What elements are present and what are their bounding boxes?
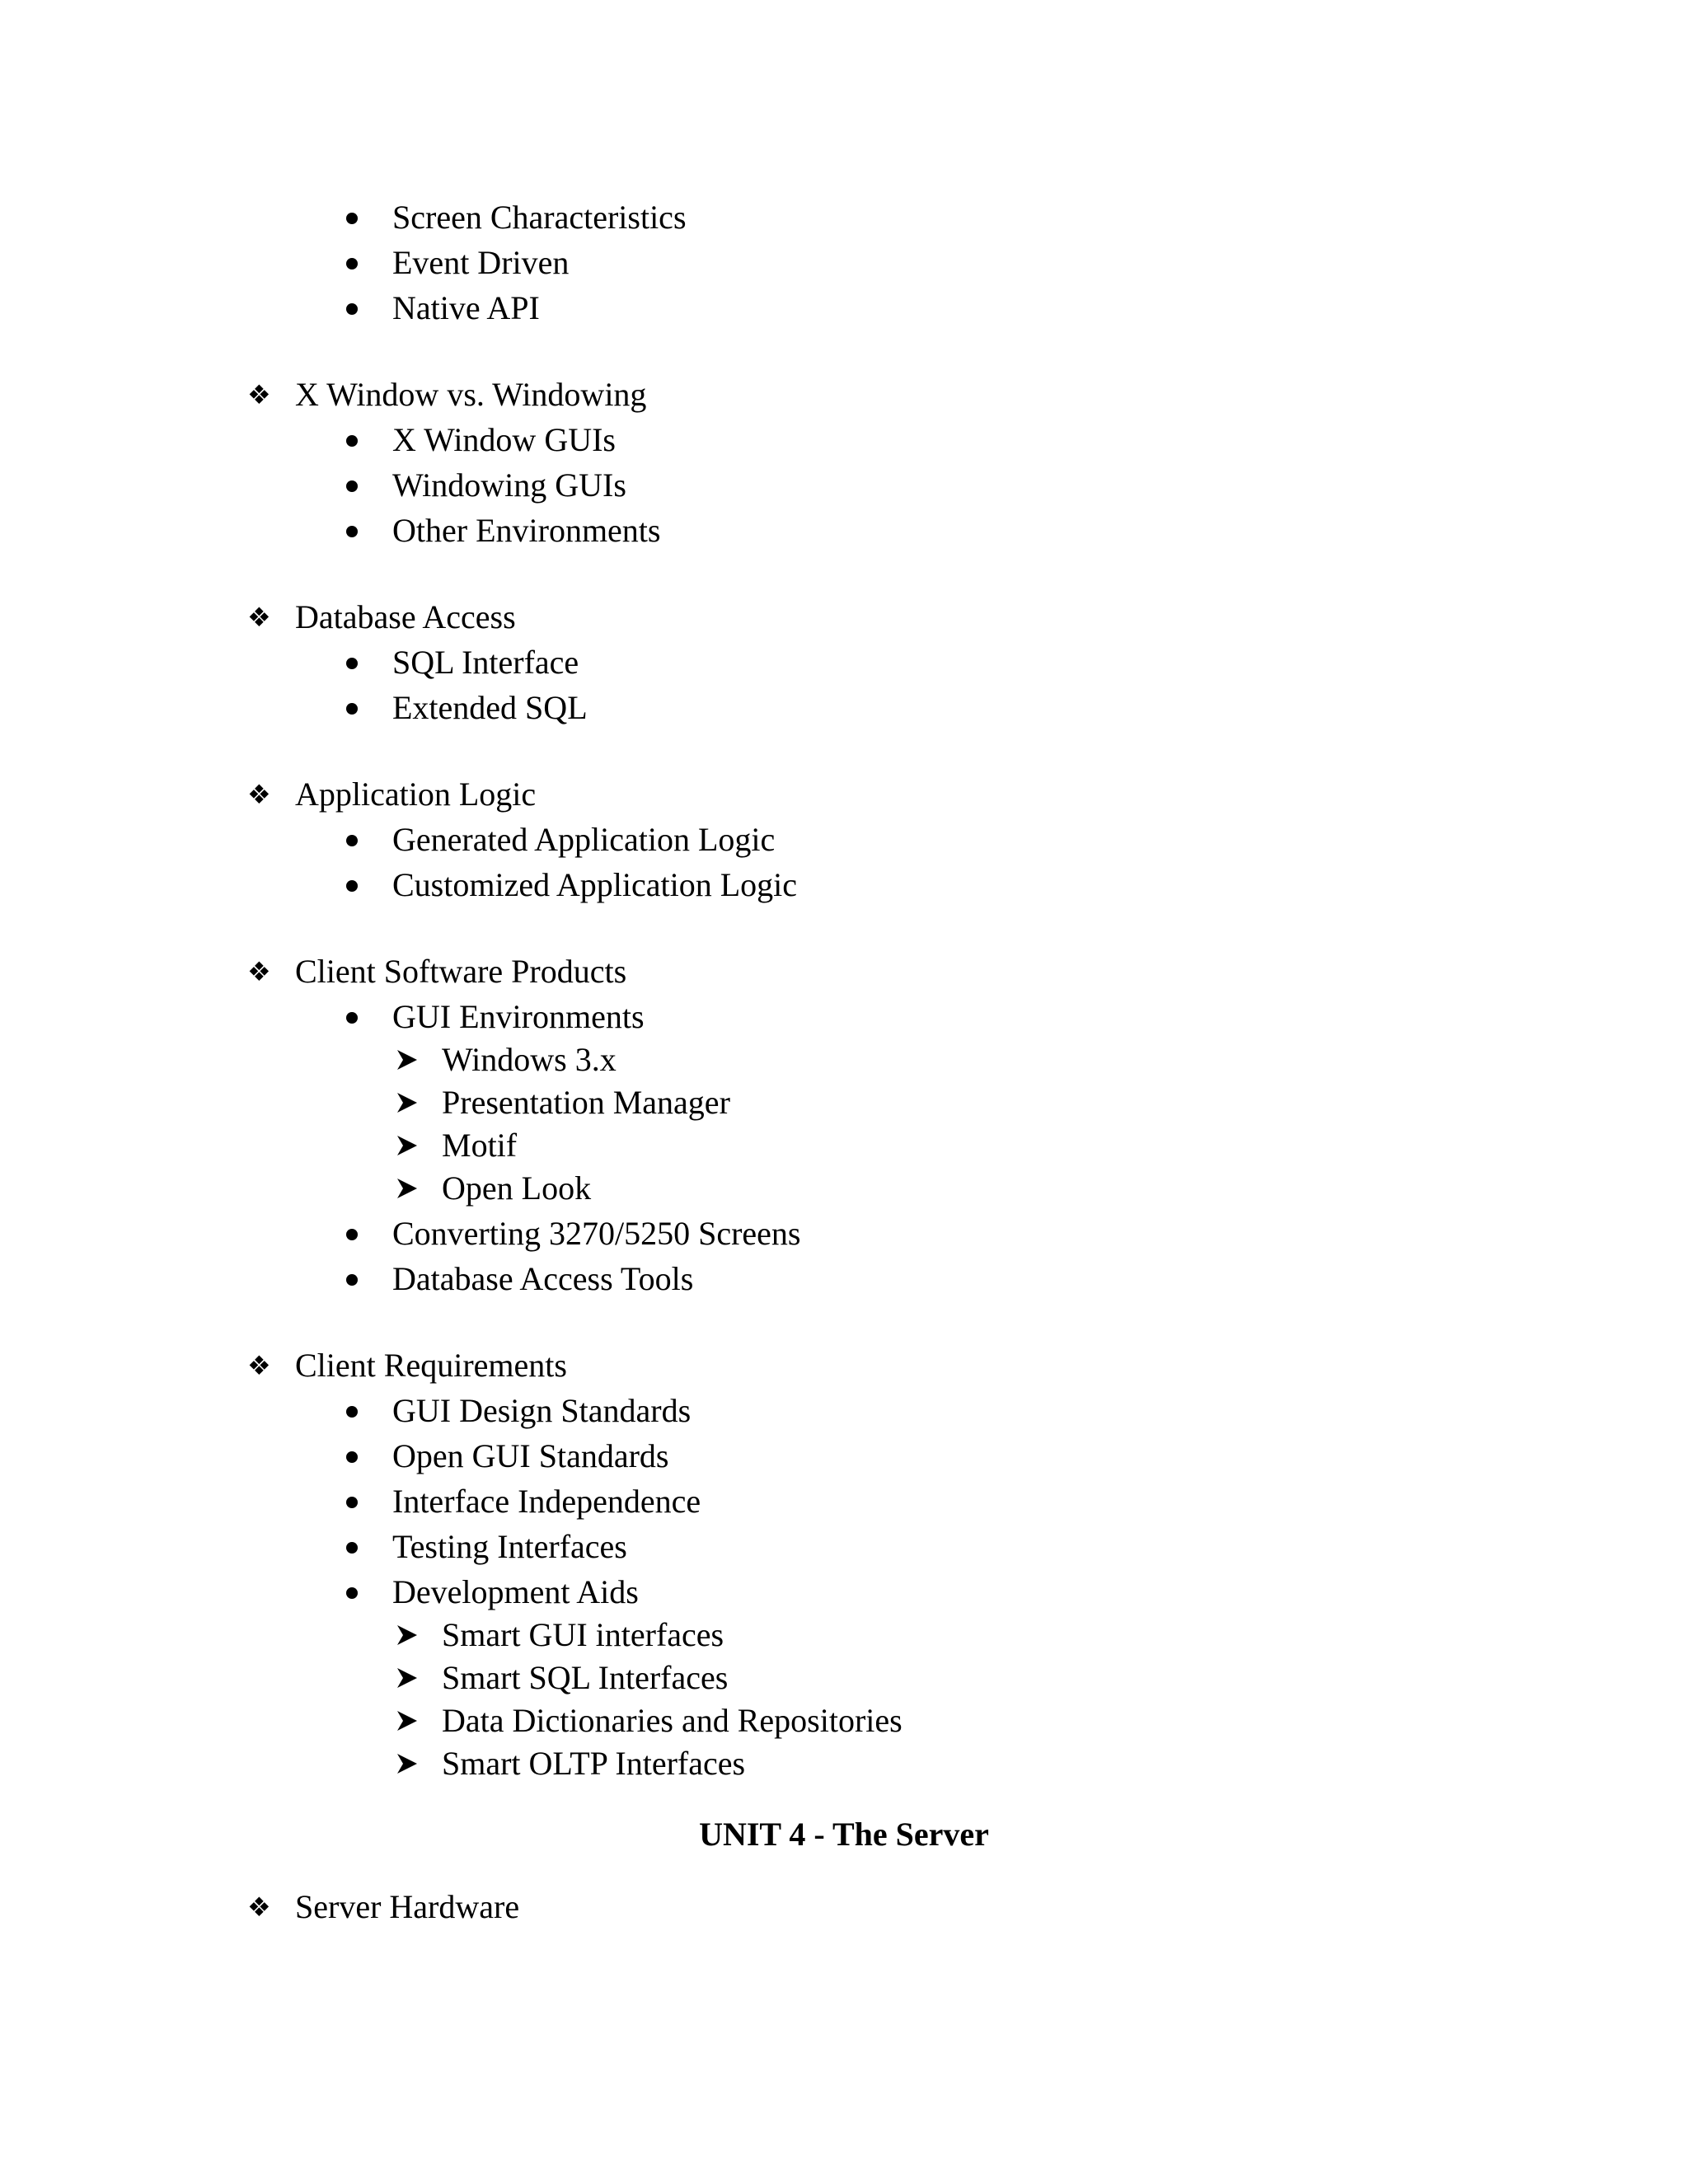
sub-list-item-label: Smart OLTP Interfaces [442, 1745, 746, 1782]
bullet-icon [346, 880, 358, 892]
list-item-label: GUI Design Standards [392, 1392, 692, 1429]
sub-list-item-label: Smart GUI interfaces [442, 1616, 724, 1653]
bullet-icon [346, 480, 358, 492]
sub-list-item-label: Windows 3.x [442, 1041, 617, 1078]
list-item-label: Screen Characteristics [392, 199, 687, 236]
list-item-label: Interface Independence [392, 1483, 701, 1520]
list-item-label: Windowing GUIs [392, 466, 626, 504]
list-item-label: Testing Interfaces [392, 1528, 627, 1565]
list-item-label: Generated Application Logic [392, 821, 776, 858]
diamond-bullet-icon: ❖ [247, 957, 271, 987]
arrowhead-icon [396, 1091, 419, 1114]
section-title: Client Software Products [295, 953, 627, 990]
section-title: Server Hardware [295, 1888, 520, 1925]
arrowhead-icon [396, 1666, 419, 1690]
arrowhead-icon [396, 1752, 419, 1775]
list-item-label: GUI Environments [392, 998, 645, 1035]
section-title: Client Requirements [295, 1347, 567, 1384]
bullet-icon [346, 1406, 358, 1418]
list-item-label: Customized Application Logic [392, 866, 798, 903]
sub-list-item-label: Presentation Manager [442, 1084, 730, 1121]
section-title: X Window vs. Windowing [295, 376, 647, 413]
diamond-bullet-icon: ❖ [247, 1892, 271, 1922]
bullet-icon [346, 526, 358, 537]
sub-list-item-label: Open Look [442, 1169, 592, 1207]
arrowhead-icon [396, 1134, 419, 1157]
bullet-icon [346, 1274, 358, 1286]
diamond-bullet-icon: ❖ [247, 602, 271, 632]
list-item-label: SQL Interface [392, 644, 579, 681]
bullet-icon [346, 1497, 358, 1508]
bullet-icon [346, 303, 358, 315]
bullet-icon [346, 435, 358, 447]
diamond-bullet-icon: ❖ [247, 780, 271, 809]
list-item-label: Other Environments [392, 512, 661, 549]
section-title: Database Access [295, 598, 516, 635]
bullet-icon [346, 835, 358, 846]
arrowhead-icon [396, 1624, 419, 1647]
list-item-label: Native API [392, 289, 540, 326]
bullet-icon [346, 1451, 358, 1463]
bullet-icon [346, 703, 358, 715]
diamond-bullet-icon: ❖ [247, 1351, 271, 1380]
list-item-label: Converting 3270/5250 Screens [392, 1215, 801, 1252]
list-item-label: Open GUI Standards [392, 1437, 669, 1474]
bullet-icon [346, 1587, 358, 1599]
bullet-icon [346, 1542, 358, 1554]
bullet-icon [346, 258, 358, 269]
list-item-label: Development Aids [392, 1573, 639, 1610]
bullet-icon [346, 1012, 358, 1024]
sub-list-item-label: Motif [442, 1127, 518, 1164]
sub-list-item-label: Smart SQL Interfaces [442, 1659, 729, 1696]
bullet-icon [346, 213, 358, 224]
bullet-icon [346, 1229, 358, 1240]
bullet-icon [346, 658, 358, 669]
list-item-label: X Window GUIs [392, 421, 616, 458]
list-item-label: Database Access Tools [392, 1260, 694, 1297]
diamond-bullet-icon: ❖ [247, 380, 271, 410]
list-item-label: Event Driven [392, 244, 570, 281]
section-title: Application Logic [295, 776, 537, 813]
arrowhead-icon [396, 1709, 419, 1732]
sub-list-item-label: Data Dictionaries and Repositories [442, 1702, 903, 1739]
unit-heading: UNIT 4 - The Server [699, 1816, 989, 1853]
arrowhead-icon [396, 1177, 419, 1200]
list-item-label: Extended SQL [392, 689, 588, 726]
arrowhead-icon [396, 1048, 419, 1071]
